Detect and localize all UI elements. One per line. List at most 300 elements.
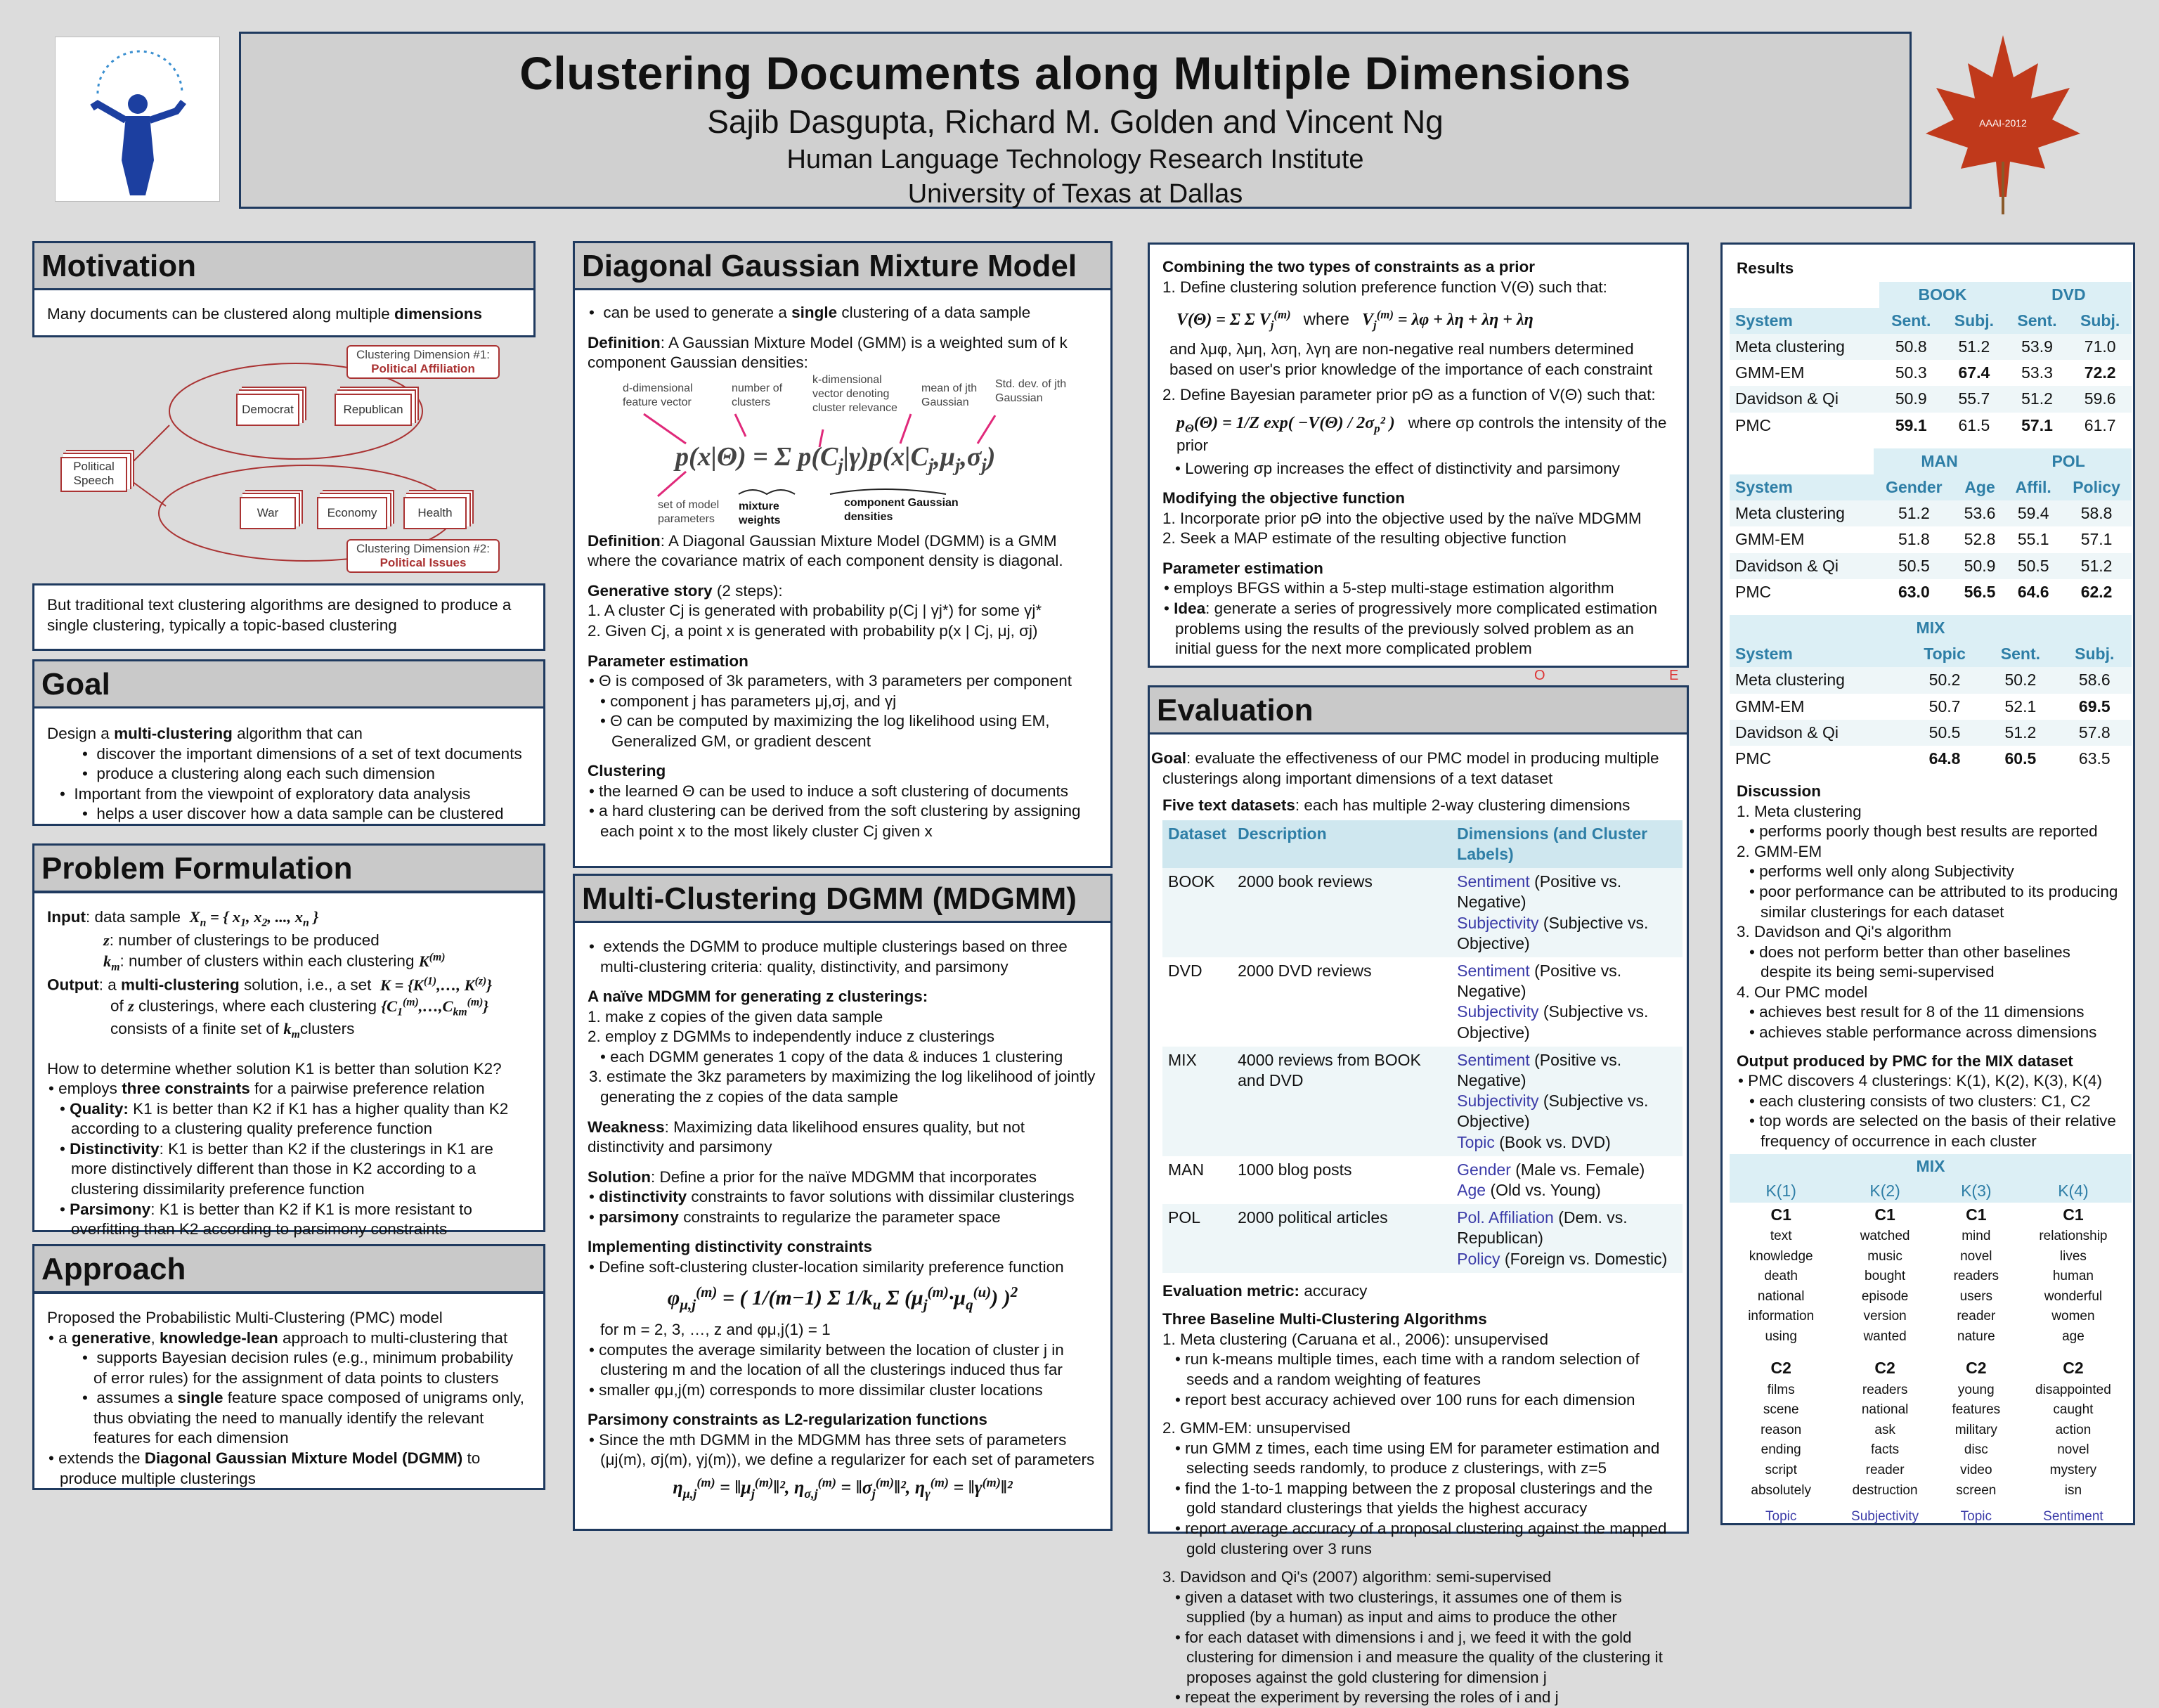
b1: 1. Meta clustering (Caruana et al., 2006): unsupervised <box>1162 1330 1549 1348</box>
ds-desc: 2000 DVD reviews <box>1238 961 1372 980</box>
k-h: K(1) <box>1730 1179 1832 1203</box>
prior-h: Combining the two types of constraints as a prior <box>1162 258 1536 276</box>
table-row <box>1730 334 2132 360</box>
col-description: Description <box>1232 820 1451 868</box>
ann-component-densities: component Gaussian densities <box>844 496 959 523</box>
table-row <box>1730 1287 2132 1307</box>
b3: 3. Davidson and Qi's (2007) algorithm: semi-supervised <box>1162 1568 1552 1586</box>
word: users <box>1959 1288 1993 1304</box>
cl1: • the learned Θ can be used to induce a soft clustering of documents <box>589 782 1069 800</box>
word: screen <box>1956 1482 1997 1498</box>
ds-dims <box>1451 957 1683 1047</box>
goal-line-2: • discover the important dimensions of a set of text documents <box>82 744 522 763</box>
cell: 50.8 <box>1879 334 1943 360</box>
evaluation-header: Evaluation <box>1148 685 1689 735</box>
goal-l1a: Design a <box>47 725 115 742</box>
word: ending <box>1761 1442 1801 1458</box>
d3a-t: does not perform better than other baselines despite its being semi-supervised <box>1759 943 2070 981</box>
goal-l5: helps a user discover how a data sample can be clustered <box>96 805 504 823</box>
pe3: • Θ can be computed by maximizing the log likelihood using EM, Generalized GM, or gradient descent <box>600 712 1050 750</box>
dgmm-box <box>573 288 1113 868</box>
cell: 53.6 <box>1954 500 2005 526</box>
pars-h: Parsimony constraints as L2-regularization functions <box>588 1411 987 1429</box>
prior-pe2b: : generate a series of progressively more complicated estimation problems using the results of the previously solved problem as an initial guess for the next more complicated problem <box>1175 600 1657 658</box>
of-text: of <box>110 997 124 1015</box>
m2: 2. Seek a MAP estimate of the resulting objective function <box>1162 529 1567 548</box>
approach-a3: • assumes a single feature space composed of unigrams only, thus obviating the need to manually identify the relevant features for each dimension <box>82 1389 525 1447</box>
finite-line: consists of a finite set of $k_mclusters$ <box>110 1020 355 1041</box>
table-row <box>1730 694 2132 720</box>
a1: a <box>58 1328 72 1347</box>
eval-five <box>1162 796 1674 816</box>
grp: POL <box>2005 448 2132 474</box>
b3a-t: given a dataset with two clusterings, it assumes one of them is supplied (by a human) as input and aims to produce the other <box>1185 1588 1622 1626</box>
word: wonderful <box>2044 1288 2103 1304</box>
eval-gt: : evaluate the effectiveness of our PMC model in producing multiple clusterings along important dimensions of a text dataset <box>1162 749 1659 787</box>
aaai-leaf-logo <box>1919 28 2087 218</box>
table-row <box>1730 526 2132 552</box>
word: nature <box>1957 1328 1995 1344</box>
cell: 50.3 <box>1895 363 1927 382</box>
ds-desc: 2000 book reviews <box>1232 868 1451 957</box>
b3b-t: for each dataset with dimensions i and j, we feed it with the gold clustering for dimension i and measure the quality of the clustering it proposes against the gold clustering for dimension j <box>1185 1628 1663 1686</box>
d2: 2. GMM-EM <box>1737 842 1822 860</box>
d2b: • poor performance can be attributed to its producing similar clusterings for each dataset <box>1749 883 2118 921</box>
cell: 50.5 <box>2005 553 2061 579</box>
table-row <box>1730 1421 2132 1441</box>
ds-name: MAN <box>1168 1160 1205 1179</box>
dim-label: Age <box>1457 1180 1486 1199</box>
gmm-equation-figure <box>588 373 1098 531</box>
b2c: • report average accuracy of a proposal clustering against the mapped gold clustering over 3 runs <box>1175 1519 1667 1558</box>
cell: 57.1 <box>2021 415 2053 434</box>
col-h: Sent. <box>2006 308 2069 334</box>
d3a: • does not perform better than other baselines despite its being semi-supervised <box>1749 943 2070 981</box>
datasets-table <box>1162 820 1683 1273</box>
a1b: generative <box>71 1328 151 1347</box>
word: lives <box>2059 1248 2087 1264</box>
p-theta-line: $p_\Theta(\Theta) = 1/Z$ $\exp( -V(\Theta) / 2\sigma_p^2$ ) where σp controls the intensity of the prior <box>1176 413 1667 455</box>
table-row <box>1162 1156 1683 1204</box>
table-row <box>1730 360 2132 386</box>
dgmm-l1: • can be used to generate a single clustering of a data sample <box>589 304 1031 321</box>
wa: Weakness <box>588 1118 665 1136</box>
output-mc: multi-clustering <box>121 976 240 994</box>
table-row <box>1730 386 2132 412</box>
word: readers <box>1862 1382 1908 1397</box>
output-h: Output produced by PMC for the MIX dataset <box>1737 1052 2073 1070</box>
c2: C2 <box>1874 1359 1895 1378</box>
eval-goal <box>1151 749 1674 789</box>
i1: • Define soft-clustering cluster-location similarity preference function <box>589 1257 1064 1276</box>
k-text: : number of clusters within each clustering <box>119 952 415 970</box>
b3c: • repeat the experiment by reversing the roles of i and j <box>1175 1688 1559 1707</box>
word: episode <box>1861 1288 1909 1304</box>
word: mystery <box>2049 1463 2097 1478</box>
cell: 52.8 <box>1964 530 1996 549</box>
approach-intro: Proposed the Probabilistic Multi-Clustering (PMC) model <box>47 1309 443 1326</box>
eval-fa: Five text datasets <box>1162 796 1295 815</box>
cell: Davidson & Qi <box>1730 720 1906 746</box>
disc-h: Discussion <box>1737 782 1822 801</box>
cell: GMM-EM <box>1735 697 1805 716</box>
table-row <box>1730 500 2132 526</box>
solution <box>588 1167 1098 1188</box>
cell: 50.7 <box>1928 697 1961 716</box>
b1a-t: run k-means multiple times, each time with a random selection of seeds and a random weighting of features <box>1185 1350 1640 1388</box>
md-l1-t: extends the DGMM to produce multiple clusterings based on three multi-clustering criteria: quality, distinctivity, and parsimony <box>600 938 1068 976</box>
clustering-h: Clustering <box>588 762 666 780</box>
a3a: assumes a <box>96 1389 178 1407</box>
cell: 64.8 <box>1928 749 1961 768</box>
col-h: Subj. <box>2068 308 2132 334</box>
clustering-dimension-1 <box>346 345 500 379</box>
a3b: single <box>177 1389 223 1407</box>
word: watched <box>1860 1228 1910 1243</box>
b2b: • find the 1-to-1 mapping between the z proposal clusterings and the gold standard clusterings that yields the highest accuracy <box>1175 1479 1653 1518</box>
ds-desc: 4000 reviews from BOOK and DVD <box>1232 1047 1451 1156</box>
word: films <box>1767 1382 1795 1397</box>
dim-text: (Book vs. DVD) <box>1494 1132 1611 1151</box>
s2a: parsimony <box>599 1208 679 1226</box>
pe2: • component j has parameters μj,σj, and γj <box>600 692 897 710</box>
dl1b: single <box>791 304 838 321</box>
word: women <box>2051 1309 2095 1324</box>
dim-text: (Male vs. Female) <box>1510 1160 1645 1179</box>
table-row <box>1730 1327 2132 1347</box>
clust-text: clusterings, where each clustering <box>134 997 377 1015</box>
a4c: to produce multiple clusterings <box>60 1449 481 1487</box>
table-row <box>1730 1400 2132 1421</box>
word: human <box>2052 1269 2094 1284</box>
o3-t: top words are selected on the basis of their relative frequency of occurrence in each cluster <box>1759 1112 2116 1150</box>
cell: 59.4 <box>2005 500 2061 526</box>
z-line: z: number of clusterings to be produced <box>103 931 380 949</box>
health-cluster: Health <box>403 497 467 529</box>
word: national <box>1861 1402 1909 1418</box>
problem-question: How to determine whether solution K1 is better than solution K2? <box>47 1059 502 1078</box>
table-row <box>1162 868 1683 957</box>
word: novel <box>1960 1248 1992 1264</box>
ann-stddev: Std. dev. of jth Gaussian <box>995 377 1067 404</box>
b2a-t: run GMM z times, each time using EM for parameter estimation and selecting seeds randomly, to produce z clusterings, with z=5 <box>1185 1439 1660 1477</box>
cl2-t: a hard clustering can be derived from the soft clustering by assigning each point x to the most likely cluster Cj given x <box>599 802 1081 840</box>
input-label: Input <box>47 908 86 926</box>
b1b: • report best accuracy achieved over 100 runs for each dimension <box>1175 1390 1635 1409</box>
b3b: • for each dataset with dimensions i and j, we feed it with the gold clustering for dimension i and measure the quality of the clustering it proposes against the gold clustering for dimension j <box>1175 1628 1663 1686</box>
dim-text: (Dem. vs. Republican) <box>1457 1208 1628 1248</box>
eval-ga: Goal <box>1151 749 1187 767</box>
cell: GMM-EM <box>1735 530 1805 549</box>
word: caught <box>2053 1402 2094 1418</box>
p1-t: Since the mth DGMM in the MDGMM has three sets of parameters (μj(m), σj(m), γj(m)), we define a regularizer for each set of parameters <box>599 1430 1095 1469</box>
results-table-3 <box>1730 615 2132 772</box>
a1d: knowledge-lean <box>159 1328 278 1347</box>
authors: Sajib Dasgupta, Richard M. Golden and Vincent Ng <box>707 103 1444 140</box>
ds-desc: 2000 political articles <box>1232 1204 1451 1273</box>
dim-label: Policy <box>1457 1249 1500 1268</box>
col-h: Subj. <box>1943 308 2006 334</box>
dim-label: Sentiment <box>1457 961 1530 980</box>
impl-h: Implementing distinctivity constraints <box>588 1238 873 1256</box>
dim-found: Sentiment <box>2043 1509 2103 1525</box>
stray-o: O <box>1534 668 1545 683</box>
qt: K1 is better than K2 if K1 has a higher quality than K2 according to a clustering quality preference function <box>71 1099 509 1138</box>
word: relationship <box>2039 1228 2108 1243</box>
dim-text: (Old vs. Young) <box>1486 1180 1601 1199</box>
d1a-t: performs poorly though best results are reported <box>1759 822 2098 841</box>
sa: Solution <box>588 1167 651 1186</box>
table-row <box>1162 1204 1683 1273</box>
ann-cluster-relevance: k-dimensional vector denoting cluster relevance <box>812 373 897 415</box>
pt: : K1 is better than K2 if K1 is more resistant to overfitting than K2 according to parsimony constraints <box>71 1200 472 1238</box>
a1c: , <box>150 1328 160 1347</box>
word: reason <box>1761 1422 1802 1437</box>
cell: 51.2 <box>1983 720 2057 746</box>
sys-h: System <box>1730 641 1906 667</box>
table-row <box>1730 746 2132 772</box>
problem-header: Problem Formulation <box>32 843 545 893</box>
dgmm-def2 <box>588 531 1098 571</box>
ds-dims <box>1451 1047 1683 1156</box>
approach-a4: • extends the Diagonal Gaussian Mixture Model (DGMM) to produce multiple clusterings <box>48 1449 481 1487</box>
col-dimensions: Dimensions (and Cluster Labels) <box>1451 820 1683 868</box>
cell: 59.1 <box>1895 415 1927 434</box>
cell: Meta clustering <box>1730 500 1874 526</box>
affiliation-2: University of Texas at Dallas <box>907 179 1243 209</box>
ds-name: MIX <box>1162 1047 1232 1156</box>
approach-a1: • a generative, knowledge-lean approach to multi-clustering that <box>48 1328 508 1347</box>
weakness <box>588 1118 1098 1158</box>
i1-t: Define soft-clustering cluster-location similarity preference function <box>599 1257 1064 1276</box>
d4b-t: achieves stable performance across dimensions <box>1759 1023 2097 1041</box>
st: : Define a prior for the naïve MDGMM that incorporates <box>650 1167 1037 1186</box>
prior-low: • Lowering σp increases the effect of distinctivity and parsimony <box>1175 459 1620 477</box>
word: young <box>1957 1382 1995 1397</box>
input-text: : data sample <box>85 908 181 926</box>
hlt-logo <box>55 37 220 202</box>
cell: 50.2 <box>1906 667 1983 693</box>
goal-line-3: • produce a clustering along each such dimension <box>82 765 435 783</box>
table-row <box>1730 1380 2132 1401</box>
goal-l4: Important from the viewpoint of exploratory data analysis <box>74 784 471 803</box>
dgmm-header: Diagonal Gaussian Mixture Model <box>573 241 1113 290</box>
word: script <box>1765 1463 1797 1478</box>
ann-mixture-weights: mixture weights <box>739 500 781 526</box>
cell: 51.8 <box>1898 530 1930 549</box>
goal-line-5: • helps a user discover how a data sample can be clustered <box>82 805 504 823</box>
goal-l3: produce a clustering along each such dimension <box>96 765 435 783</box>
input-line <box>47 907 531 931</box>
a3c: feature space composed of unigrams only, thus obviating the need to manually identify the relevant features for each dimension <box>93 1389 525 1447</box>
prior-d1: 1. Define clustering solution preference function V(Θ) such that: <box>1162 278 1607 296</box>
motivation-diagram <box>32 341 536 573</box>
poster-title-banner <box>239 32 1912 209</box>
dim1-label: Clustering Dimension #1: <box>356 348 490 361</box>
dim-text: (Subjective vs. Objective) <box>1457 1002 1649 1042</box>
goal-l1b: multi-clustering <box>114 725 233 742</box>
d1: 1. Meta clustering <box>1737 802 1862 820</box>
motivation-box <box>32 288 536 337</box>
prior-pe2a: Idea <box>1174 600 1206 617</box>
approach-box <box>32 1292 545 1490</box>
word: version <box>1863 1309 1907 1324</box>
cell: 58.6 <box>2058 667 2132 693</box>
sys-h: System <box>1730 474 1874 500</box>
output-label: Output <box>47 976 99 994</box>
dt: : K1 is better than K2 if the clusterings in K1 are more distinctively different than those in K2 according to a clustering dissimilarity preference function <box>71 1139 493 1198</box>
cell: 53.3 <box>2021 363 2053 382</box>
problem-quality: • Quality: K1 is better than K2 if K1 has a higher quality than K2 according to a clustering quality preference function <box>60 1099 509 1138</box>
n1: 1. make z copies of the given data sample <box>588 1007 883 1026</box>
col-h: Sent. <box>1879 308 1943 334</box>
cell: 50.5 <box>1874 553 1954 579</box>
where-1: where <box>1303 310 1349 330</box>
motivation-header: Motivation <box>32 241 536 290</box>
gmm-formula: p(x|Θ) = Σ $p(C_j|\gamma)p(x|C_j,\mu_j,\sigma_j)$ <box>675 441 996 476</box>
dim-label: Gender <box>1457 1160 1511 1179</box>
b2a: • run GMM z times, each time using EM for parameter estimation and selecting seeds randomly, to produce z clusterings, with z=5 <box>1175 1439 1660 1477</box>
pe1-t: Θ is composed of 3k parameters, with 3 parameters per component <box>599 672 1072 690</box>
poster-title: Clustering Documents along Multiple Dimensions <box>519 47 1631 99</box>
cell: PMC <box>1735 749 1772 768</box>
cell: 61.5 <box>1958 415 1990 434</box>
table-row <box>1730 720 2132 746</box>
grp: MIX <box>1730 615 2132 641</box>
m1: 1. Incorporate prior pΘ into the objective used by the naïve MDGMM <box>1162 509 1642 527</box>
s1a: distinctivity <box>599 1188 687 1206</box>
reg-formula: $\eta_{\mu,j}^{(m)}$ = $‖\mu_j^{(m)}‖^2$, $\eta_{\sigma,j}^{(m)}$ = $‖\sigma_j^{(m)}‖^2$, $\eta_\gamma^{(m)}$ = $‖\gamma^{(m)}‖^2$ <box>673 1475 1013 1501</box>
cell: 50.5 <box>1906 720 1983 746</box>
dim-text: (Subjective vs. Objective) <box>1457 913 1649 952</box>
grp: DVD <box>2006 282 2132 308</box>
ann-mean: mean of jth Gaussian <box>921 382 978 408</box>
word: video <box>1960 1463 1992 1478</box>
baseline-h: Three Baseline Multi-Clustering Algorithms <box>1162 1310 1487 1328</box>
ds-name: DVD <box>1168 961 1202 980</box>
k-h: K(3) <box>1938 1179 2015 1203</box>
cell: 64.6 <box>2017 582 2049 601</box>
d4b: • achieves stable performance across dimensions <box>1749 1023 2097 1041</box>
finite-text: consists of a finite set of <box>110 1020 280 1038</box>
dim-label: Topic <box>1457 1132 1495 1151</box>
sys-h: System <box>1730 308 1879 334</box>
i3: • computes the average similarity between the location of cluster j in clustering m and the location of all the clusterings induced thus far <box>589 1340 1064 1379</box>
e1a: employs <box>58 1080 122 1098</box>
wt: : Maximizing data likelihood ensures quality, but not distinctivity and parsimony <box>588 1118 1025 1156</box>
mix-words-table <box>1730 1154 2132 1527</box>
word: music <box>1867 1248 1902 1264</box>
discussion <box>1730 772 2126 1151</box>
word: information <box>1748 1309 1815 1324</box>
a1e: approach to multi-clustering that <box>278 1328 508 1347</box>
col-dataset: Dataset <box>1162 820 1232 868</box>
c1: C1 <box>2063 1205 2084 1224</box>
n2: 2. employ z DGMMs to independently induce z clusterings <box>588 1028 995 1046</box>
table-row <box>1730 413 2132 439</box>
e1c: for a pairwise preference relation <box>249 1080 485 1098</box>
mod-h: Modifying the objective function <box>1162 489 1405 507</box>
dim2-value: Political Issues <box>380 556 467 569</box>
dl1a: can be used to generate a <box>603 304 792 321</box>
param-est-h: Parameter estimation <box>588 652 748 670</box>
table-row <box>1162 957 1683 1047</box>
motivation-dimensions: dimensions <box>394 305 483 323</box>
v-formula: V(Θ) = Σ Σ $V_j^{(m)}$ where $V_j^{(m)} = \lambda\varphi + \lambda\eta + \lambda\eta + \lambda\eta$ <box>1176 308 1534 332</box>
e1b: three constraints <box>122 1080 250 1098</box>
b3a: • given a dataset with two clusterings, it assumes one of them is supplied (by a human) as input and aims to produce the other <box>1175 1588 1622 1626</box>
cell: 50.9 <box>1954 553 2005 579</box>
eval-ft: : each has multiple 2-way clustering dimensions <box>1295 796 1630 815</box>
word: ask <box>1874 1422 1895 1437</box>
ann-model-params: set of model parameters <box>658 498 720 525</box>
defa: Definition <box>588 333 661 351</box>
goal-line-1 <box>47 724 531 744</box>
cell: 55.1 <box>2017 530 2049 549</box>
dim-text: (Positive vs. Negative) <box>1457 961 1622 1001</box>
p1: • Since the mth DGMM in the MDGMM has three sets of parameters (μj(m), σj(m), γj(m)), we define a regularizer for each set of parameters <box>589 1430 1095 1469</box>
results-h: Results <box>1737 259 1794 277</box>
word: using <box>1765 1328 1797 1344</box>
approach-header: Approach <box>32 1244 545 1293</box>
pe1: • Θ is composed of 3k parameters, with 3 parameters per component <box>589 672 1072 690</box>
prior-pe-h: Parameter estimation <box>1162 559 1323 577</box>
cell: 60.5 <box>2004 749 2037 768</box>
leaf-logo-text: AAAI-2012 <box>1979 117 2027 129</box>
word: mind <box>1962 1228 1991 1243</box>
dim-label: Sentiment <box>1457 872 1530 891</box>
dim-text: (Subjective vs. Objective) <box>1457 1092 1649 1131</box>
table-row <box>1730 1267 2132 1287</box>
col-h: Policy <box>2061 474 2132 500</box>
word: scene <box>1763 1402 1799 1418</box>
cell: 57.1 <box>2080 530 2113 549</box>
ann-feature-vector: d-dimensional feature vector <box>623 382 693 408</box>
cell: GMM-EM <box>1735 363 1805 382</box>
word: readers <box>1953 1269 1999 1284</box>
table-row <box>1730 579 2132 605</box>
col-h: Subj. <box>2058 641 2132 667</box>
c1: C1 <box>1966 1205 1987 1224</box>
word: national <box>1757 1288 1805 1304</box>
col-h: Topic <box>1906 641 1983 667</box>
word: reader <box>1957 1309 1996 1324</box>
economy-cluster: Economy <box>317 497 387 529</box>
ds-dims <box>1451 1156 1683 1204</box>
dim-text: (Foreign vs. Domestic) <box>1500 1249 1668 1268</box>
cell: 57.8 <box>2058 720 2132 746</box>
phi-formula: $\varphi_{\mu,j}^{(m)}$ = ( 1/(m−1) Σ $1/k_u$ Σ $(\mu_j^{(m)}\cdot\mu_q^{(u)})$ )$^2$ <box>667 1283 1018 1314</box>
col-h: Affil. <box>2005 474 2061 500</box>
s2b: constraints to regularize the parameter space <box>678 1208 1001 1226</box>
d4: 4. Our PMC model <box>1737 983 1868 1001</box>
word: destruction <box>1852 1482 1918 1498</box>
dim-label: Pol. Affiliation <box>1457 1208 1554 1227</box>
dim1-value: Political Affiliation <box>371 362 475 375</box>
o2-t: each clustering consists of two clusters: C1, C2 <box>1759 1092 2091 1110</box>
table-row <box>1730 1481 2132 1501</box>
prior-nonneg: and λμφ, λμη, λση, λγη are non-negative real numbers determined based on user's prior knowledge of the importance of each constraint <box>1169 340 1653 378</box>
prior-box <box>1148 242 1689 668</box>
c1: C1 <box>1770 1205 1791 1224</box>
dim2-label: Clustering Dimension #2: <box>356 542 490 555</box>
problem-parsimony: • Parsimony: K1 is better than K2 if K1 is more resistant to overfitting than K2 according to parsimony constraints <box>60 1200 472 1238</box>
grp: BOOK <box>1879 282 2005 308</box>
c1: C1 <box>1874 1205 1895 1224</box>
i4-t: smaller φμ,j(m) corresponds to more dissimilar cluster locations <box>599 1380 1043 1399</box>
i3-t: computes the average similarity between the location of cluster j in clustering m and the location of all the clusterings induced thus far <box>599 1340 1064 1379</box>
b2: 2. GMM-EM: unsupervised <box>1162 1419 1351 1437</box>
